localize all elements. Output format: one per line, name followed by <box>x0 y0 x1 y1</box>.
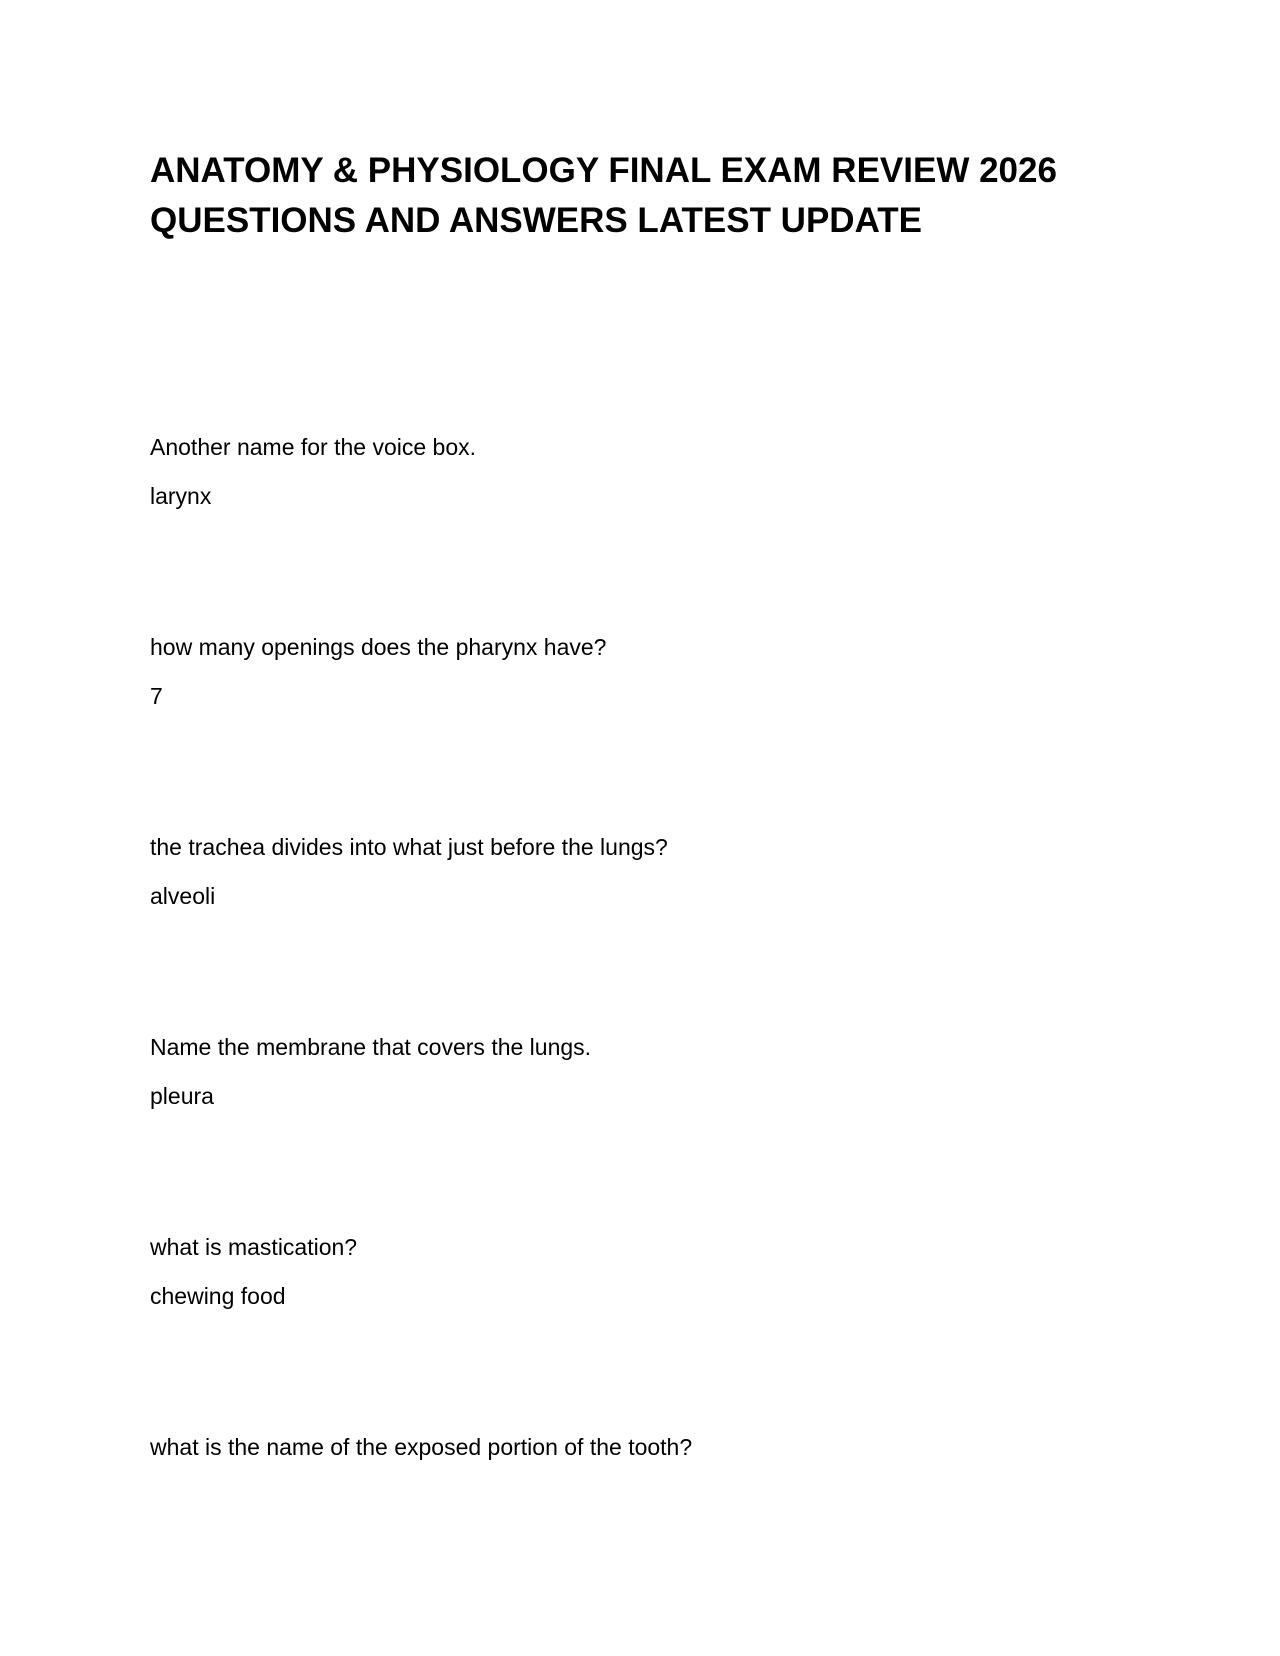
title-line-2: QUESTIONS AND ANSWERS LATEST UPDATE <box>150 201 922 240</box>
question-text: what is mastication? <box>150 1234 358 1260</box>
qa-item-6 <box>150 1432 1150 1462</box>
qa-item-4 <box>150 1032 1150 1111</box>
question-text: how many openings does the pharynx have? <box>150 634 607 660</box>
qa-item-3 <box>150 832 1150 911</box>
answer-text: chewing food <box>150 1283 286 1309</box>
answer-text: alveoli <box>150 883 216 909</box>
answer-text: pleura <box>150 1083 214 1109</box>
question-text: Name the membrane that covers the lungs. <box>150 1034 592 1060</box>
answer-text: 7 <box>150 683 163 709</box>
qa-item-2 <box>150 632 1150 711</box>
qa-item-1 <box>150 432 1150 511</box>
answer-text: larynx <box>150 483 212 509</box>
question-text: what is the name of the exposed portion of the tooth? <box>150 1434 693 1460</box>
question-text: Another name for the voice box. <box>150 434 477 460</box>
question-text: the trachea divides into what just before the lungs? <box>150 834 668 860</box>
title-line-1: ANATOMY & PHYSIOLOGY FINAL EXAM REVIEW 2026 <box>150 151 1057 190</box>
document-title <box>150 146 1150 246</box>
qa-item-5 <box>150 1232 1150 1311</box>
